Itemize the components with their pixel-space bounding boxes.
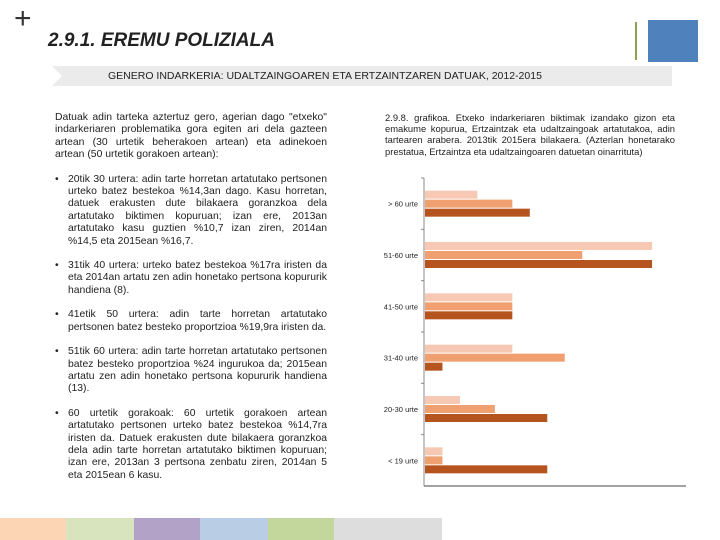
bar xyxy=(425,191,477,199)
bullet-glyph: • xyxy=(55,346,59,358)
bullet-item xyxy=(55,174,327,248)
category-label: 51-60 urte xyxy=(383,251,418,260)
category-label: 41-50 urte xyxy=(383,302,418,312)
bullet-glyph: • xyxy=(55,309,59,321)
category-label: > 60 urte xyxy=(388,199,418,209)
bar xyxy=(425,354,565,362)
bullet-text: 41etik 50 urtera: adin tarte horretan artatutako pertsonen batez besteko proportzioa %19,9ra iristen da. xyxy=(68,309,327,333)
strip-segment xyxy=(200,518,268,540)
bottom-color-strip xyxy=(0,518,720,540)
title-accent-line xyxy=(635,22,637,60)
bar xyxy=(425,447,442,455)
bar xyxy=(425,311,512,319)
bar xyxy=(425,456,442,464)
bar xyxy=(425,465,547,473)
bullet-glyph: • xyxy=(55,260,59,272)
strip-segment xyxy=(0,518,66,540)
bar xyxy=(425,345,512,353)
bar xyxy=(425,209,530,217)
strip-segment xyxy=(334,518,442,540)
left-text-column xyxy=(55,112,327,494)
intro-paragraph: Datuak adin tarteka aztertuz gero, agerian dago "etxeko" indarkeriaren problematika gora egiten ari dela gazteen artean (30 urtetik beherakoen artean) eta adinekoen artean (50 urtetik gorakoen artean): xyxy=(55,112,327,161)
bullet-item xyxy=(55,309,327,334)
strip-segment xyxy=(134,518,200,540)
bullet-text: 20tik 30 urtera: adin tarte horretan artatutako pertsonen urteko batez bestekoa %14,3an dago. Kasu horretan, datuek erakusten dute bilakaera goranzkoa dela artatutako biktimen kopuruan; izan ere, 2013an artatutako kasu guztien %10,7 izan ziren, 2014an %14,5 eta 2015ean %16,7. xyxy=(68,173,327,247)
bar xyxy=(425,200,512,208)
bar xyxy=(425,251,582,259)
bar xyxy=(425,293,512,301)
bar xyxy=(425,302,512,310)
category-label: 31-40 urte xyxy=(383,353,418,363)
section-subtitle: GENERO INDARKERIA: UDALTZAINGOAREN ETA ERTZAINTZAREN DATUAK, 2012-2015 xyxy=(108,70,542,82)
bar xyxy=(425,414,547,422)
page-title: 2.9.1. EREMU POLIZIALA xyxy=(48,30,275,51)
bar xyxy=(425,396,460,404)
bullet-text: 60 urtetik gorakoak: 60 urtetik gorakoen artean artatutako pertsonen urteko batez bestekoa %14,7ra iristen da. Datuek erakusten dute bilakaera goranzkoa dela adin tarte horretan artatutako biktimen kopuruan; izan ere, 2013an 3 pertsona zenbatu ziren, 2014an 5 eta 2015ean 6 kasu. xyxy=(68,407,327,481)
bullet-item xyxy=(55,408,327,482)
bar-chart xyxy=(370,172,690,512)
bullet-item xyxy=(55,346,327,396)
title-accent-box xyxy=(648,20,698,62)
bullet-list xyxy=(55,174,327,483)
category-label: 20-30 urte xyxy=(383,405,418,414)
bar xyxy=(425,260,652,268)
bullet-item xyxy=(55,260,327,297)
bar xyxy=(425,242,652,250)
strip-segment xyxy=(66,518,134,540)
chart-caption: 2.9.8. grafikoa. Etxeko indarkeriaren biktimak izandako gizon eta emakume kopurua, Ertzaintzak eta udaltzaingoak artatutakoa, adin tartearen arabera. 2013tik 2015era bilakaera. (Azterlan honetarako prestatua, Ertzaintza eta udaltzaingoaren datuetan oinarrituta) xyxy=(385,112,675,157)
bullet-glyph: • xyxy=(55,173,59,185)
bar xyxy=(425,405,495,413)
strip-segment xyxy=(268,518,334,540)
bar xyxy=(425,363,442,371)
bullet-text: 31tik 40 urtera: urteko batez bestekoa %17ra iristen da eta 2014an artatu zen adin honetako pertsona kopururik handiena (8). xyxy=(68,260,327,296)
category-label: < 19 urte xyxy=(388,456,418,466)
bullet-text: 51tik 60 urtera: adin tarte horretan artatutako pertsonen batez besteko proportzioa %24 ingurukoa da; 2015ean artatu zen adin honetako pertsona kopururik handiena (13). xyxy=(68,346,327,395)
bullet-glyph: • xyxy=(55,407,59,419)
plus-icon: + xyxy=(14,2,32,35)
